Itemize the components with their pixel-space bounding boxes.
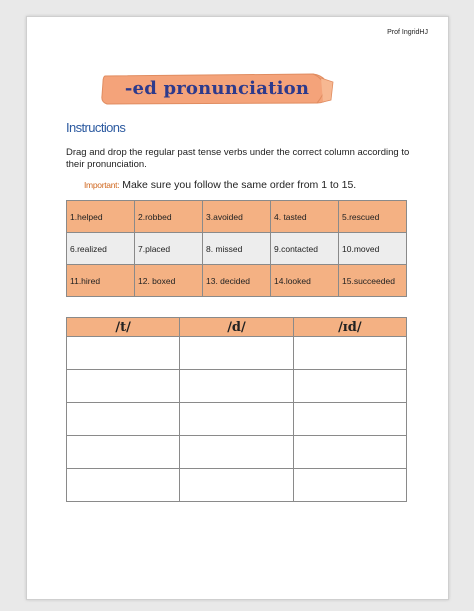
drop-zone-d[interactable] xyxy=(180,469,293,502)
author-credit: Prof IngridHJ xyxy=(387,29,428,36)
column-header-row xyxy=(67,318,407,337)
column-header-id: /ɪd/ xyxy=(293,318,406,337)
word-card[interactable]: 8. missed xyxy=(203,233,271,265)
word-card[interactable]: 3.avoided xyxy=(203,201,271,233)
column-header-d: /d/ xyxy=(180,318,293,337)
word-card[interactable]: 11.hired xyxy=(67,265,135,297)
drop-row xyxy=(67,403,407,436)
word-card[interactable]: 1.helped xyxy=(67,201,135,233)
word-card[interactable]: 6.realized xyxy=(67,233,135,265)
word-card[interactable]: 10.moved xyxy=(339,233,407,265)
drop-zone-d[interactable] xyxy=(180,403,293,436)
drop-zone-id[interactable] xyxy=(293,403,406,436)
word-card[interactable]: 13. decided xyxy=(203,265,271,297)
drop-zone-d[interactable] xyxy=(180,370,293,403)
instructions-heading: Instructions xyxy=(66,120,126,135)
word-card[interactable]: 9.contacted xyxy=(271,233,339,265)
title-banner xyxy=(99,72,335,106)
drop-zone-id[interactable] xyxy=(293,370,406,403)
drop-zone-t[interactable] xyxy=(67,469,180,502)
drop-zone-t[interactable] xyxy=(67,337,180,370)
drop-row xyxy=(67,469,407,502)
word-card[interactable]: 4. tasted xyxy=(271,201,339,233)
pronunciation-columns-table xyxy=(66,317,407,502)
word-card[interactable]: 2.robbed xyxy=(135,201,203,233)
drop-zone-d[interactable] xyxy=(180,436,293,469)
drop-zone-t[interactable] xyxy=(67,403,180,436)
drop-zone-t[interactable] xyxy=(67,436,180,469)
word-card[interactable]: 7.placed xyxy=(135,233,203,265)
drop-zone-id[interactable] xyxy=(293,436,406,469)
instructions-text: Drag and drop the regular past tense verbs under the correct column according to their pronunciation. xyxy=(66,147,410,170)
important-label: Important: xyxy=(84,180,120,190)
word-card[interactable]: 14.looked xyxy=(271,265,339,297)
word-card[interactable]: 15.succeeded xyxy=(339,265,407,297)
important-note xyxy=(84,179,356,191)
word-bank-table xyxy=(66,200,407,297)
drop-row xyxy=(67,337,407,370)
page-title: -ed pronunciation xyxy=(124,78,310,99)
word-row xyxy=(67,265,407,297)
important-text: Make sure you follow the same order from 1 to 15. xyxy=(122,179,357,191)
word-row xyxy=(67,201,407,233)
drop-zone-id[interactable] xyxy=(293,337,406,370)
worksheet-page xyxy=(26,16,449,600)
column-header-t: /t/ xyxy=(67,318,180,337)
drop-row xyxy=(67,370,407,403)
word-card[interactable]: 5.rescued xyxy=(339,201,407,233)
word-card[interactable]: 12. boxed xyxy=(135,265,203,297)
drop-zone-t[interactable] xyxy=(67,370,180,403)
word-row xyxy=(67,233,407,265)
drop-zone-id[interactable] xyxy=(293,469,406,502)
drop-zone-d[interactable] xyxy=(180,337,293,370)
drop-row xyxy=(67,436,407,469)
